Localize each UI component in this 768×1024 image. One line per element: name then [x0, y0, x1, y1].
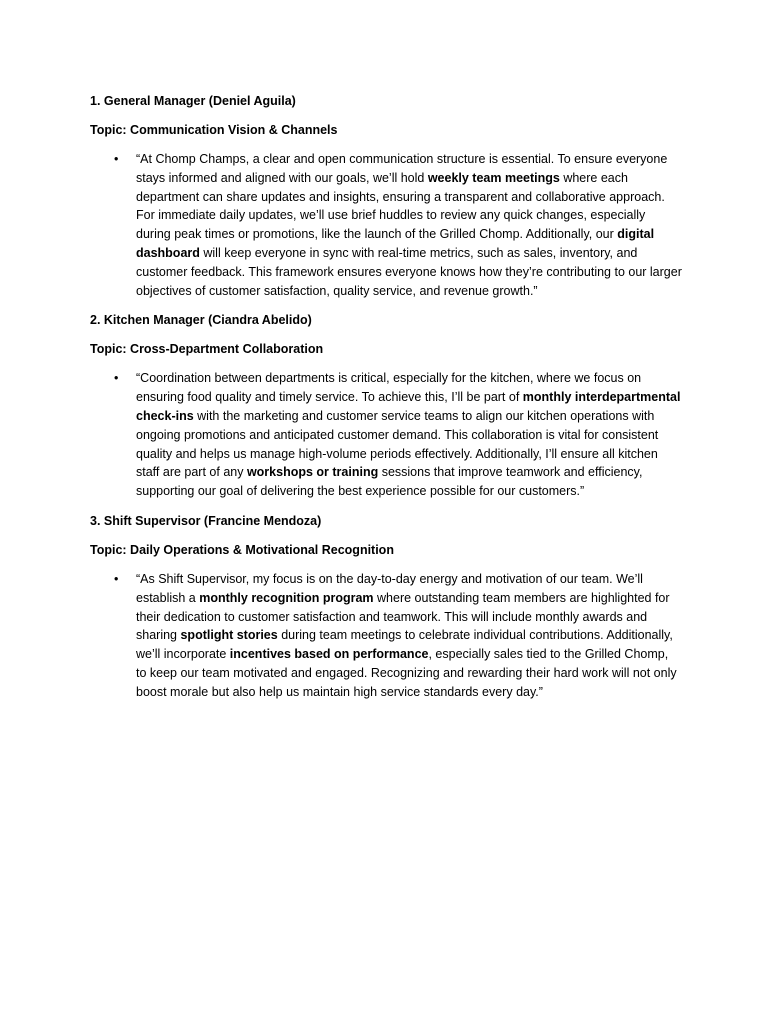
quote-text: will keep everyone in sync with real-time metrics, such as sales, inventory, and customer feedback. This framework ensures everyone knows how they’re contributing to our larger objectives of customer satisfaction, quality service, and revenue growth.”: [136, 245, 682, 298]
quote-text: “At Chomp Champs, a clear and open communication structure is essential. To ensure everyone stays informed and aligned with our goals, we’ll hold: [136, 152, 668, 185]
section-kitchen-manager: [90, 311, 682, 501]
quote-text: “As Shift Supervisor, my focus is on the day-to-day energy and motivation of our team. We’ll establish a: [136, 571, 643, 605]
bullet-icon: •: [114, 571, 119, 586]
role-heading: 1. General Manager (Deniel Aguila): [90, 94, 296, 108]
topic-heading: Topic: Cross-Department Collaboration: [90, 342, 324, 357]
bullet-icon: •: [114, 371, 119, 386]
quote-bold-text: digital dashboard: [136, 227, 655, 260]
quote-paragraph: [136, 369, 682, 501]
bullet-item: [90, 570, 682, 702]
quote-text: during team meetings to celebrate individual contributions. Additionally, we’ll incorporate: [136, 628, 673, 662]
role-heading: 3. Shift Supervisor (Francine Mendoza): [90, 513, 322, 528]
quote-bold-text: workshops or training: [246, 465, 379, 480]
quote-text: where each department can share updates and insights, ensuring a transparent and collaborative approach. For immediate daily updates, we’ll use brief huddles to review any quick changes, especially during peak times or promotions, like the launch of the Grilled Chomp. Additionally, our: [136, 170, 665, 242]
quote-bold-text: spotlight stories: [180, 628, 278, 643]
quote-text: with the marketing and customer service teams to align our kitchen operations with ongoing promotions and anticipated customer demand. This collaboration is vital for consistent quality and helps us manage high-volume periods effectively. Additionally, I’ll ensure all kitchen staff are part of any: [136, 408, 659, 480]
quote-text: , especially sales tied to the Grilled Chomp, to keep our team motivated and engaged. Recognizing and rewarding their hard work will not only boost morale but also help us maintain high service standards every day.”: [136, 647, 677, 699]
section-general-manager: [90, 92, 682, 300]
quote-text: sessions that improve teamwork and efficiency, supporting our goal of delivering the best experience possible for our customers.”: [136, 465, 643, 499]
quote-bold-text: monthly recognition program: [199, 590, 374, 605]
topic-heading: Topic: Communication Vision & Channels: [90, 123, 338, 137]
quote-text: where outstanding team members are highlighted for their dedication to customer satisfaction and teamwork. This will include monthly awards and sharing: [136, 590, 670, 643]
quote-bold-text: monthly interdepartmental check-ins: [136, 390, 681, 423]
quote-paragraph: [136, 150, 682, 300]
bullet-item: [90, 150, 682, 300]
section-shift-supervisor: [90, 512, 682, 702]
document-page: [90, 92, 682, 713]
role-heading: 2. Kitchen Manager (Ciandra Abelido): [90, 313, 312, 328]
quote-bold-text: weekly team meetings: [427, 170, 560, 185]
quote-paragraph: [136, 570, 682, 702]
bullet-item: [90, 369, 682, 501]
quote-bold-text: incentives based on performance: [229, 647, 429, 662]
bullet-icon: •: [114, 152, 119, 166]
topic-heading: Topic: Daily Operations & Motivational Recognition: [90, 542, 394, 557]
quote-text: “Coordination between departments is critical, especially for the kitchen, where we focus on ensuring food quality and timely service. To achieve this, I’ll be part of: [136, 371, 642, 405]
